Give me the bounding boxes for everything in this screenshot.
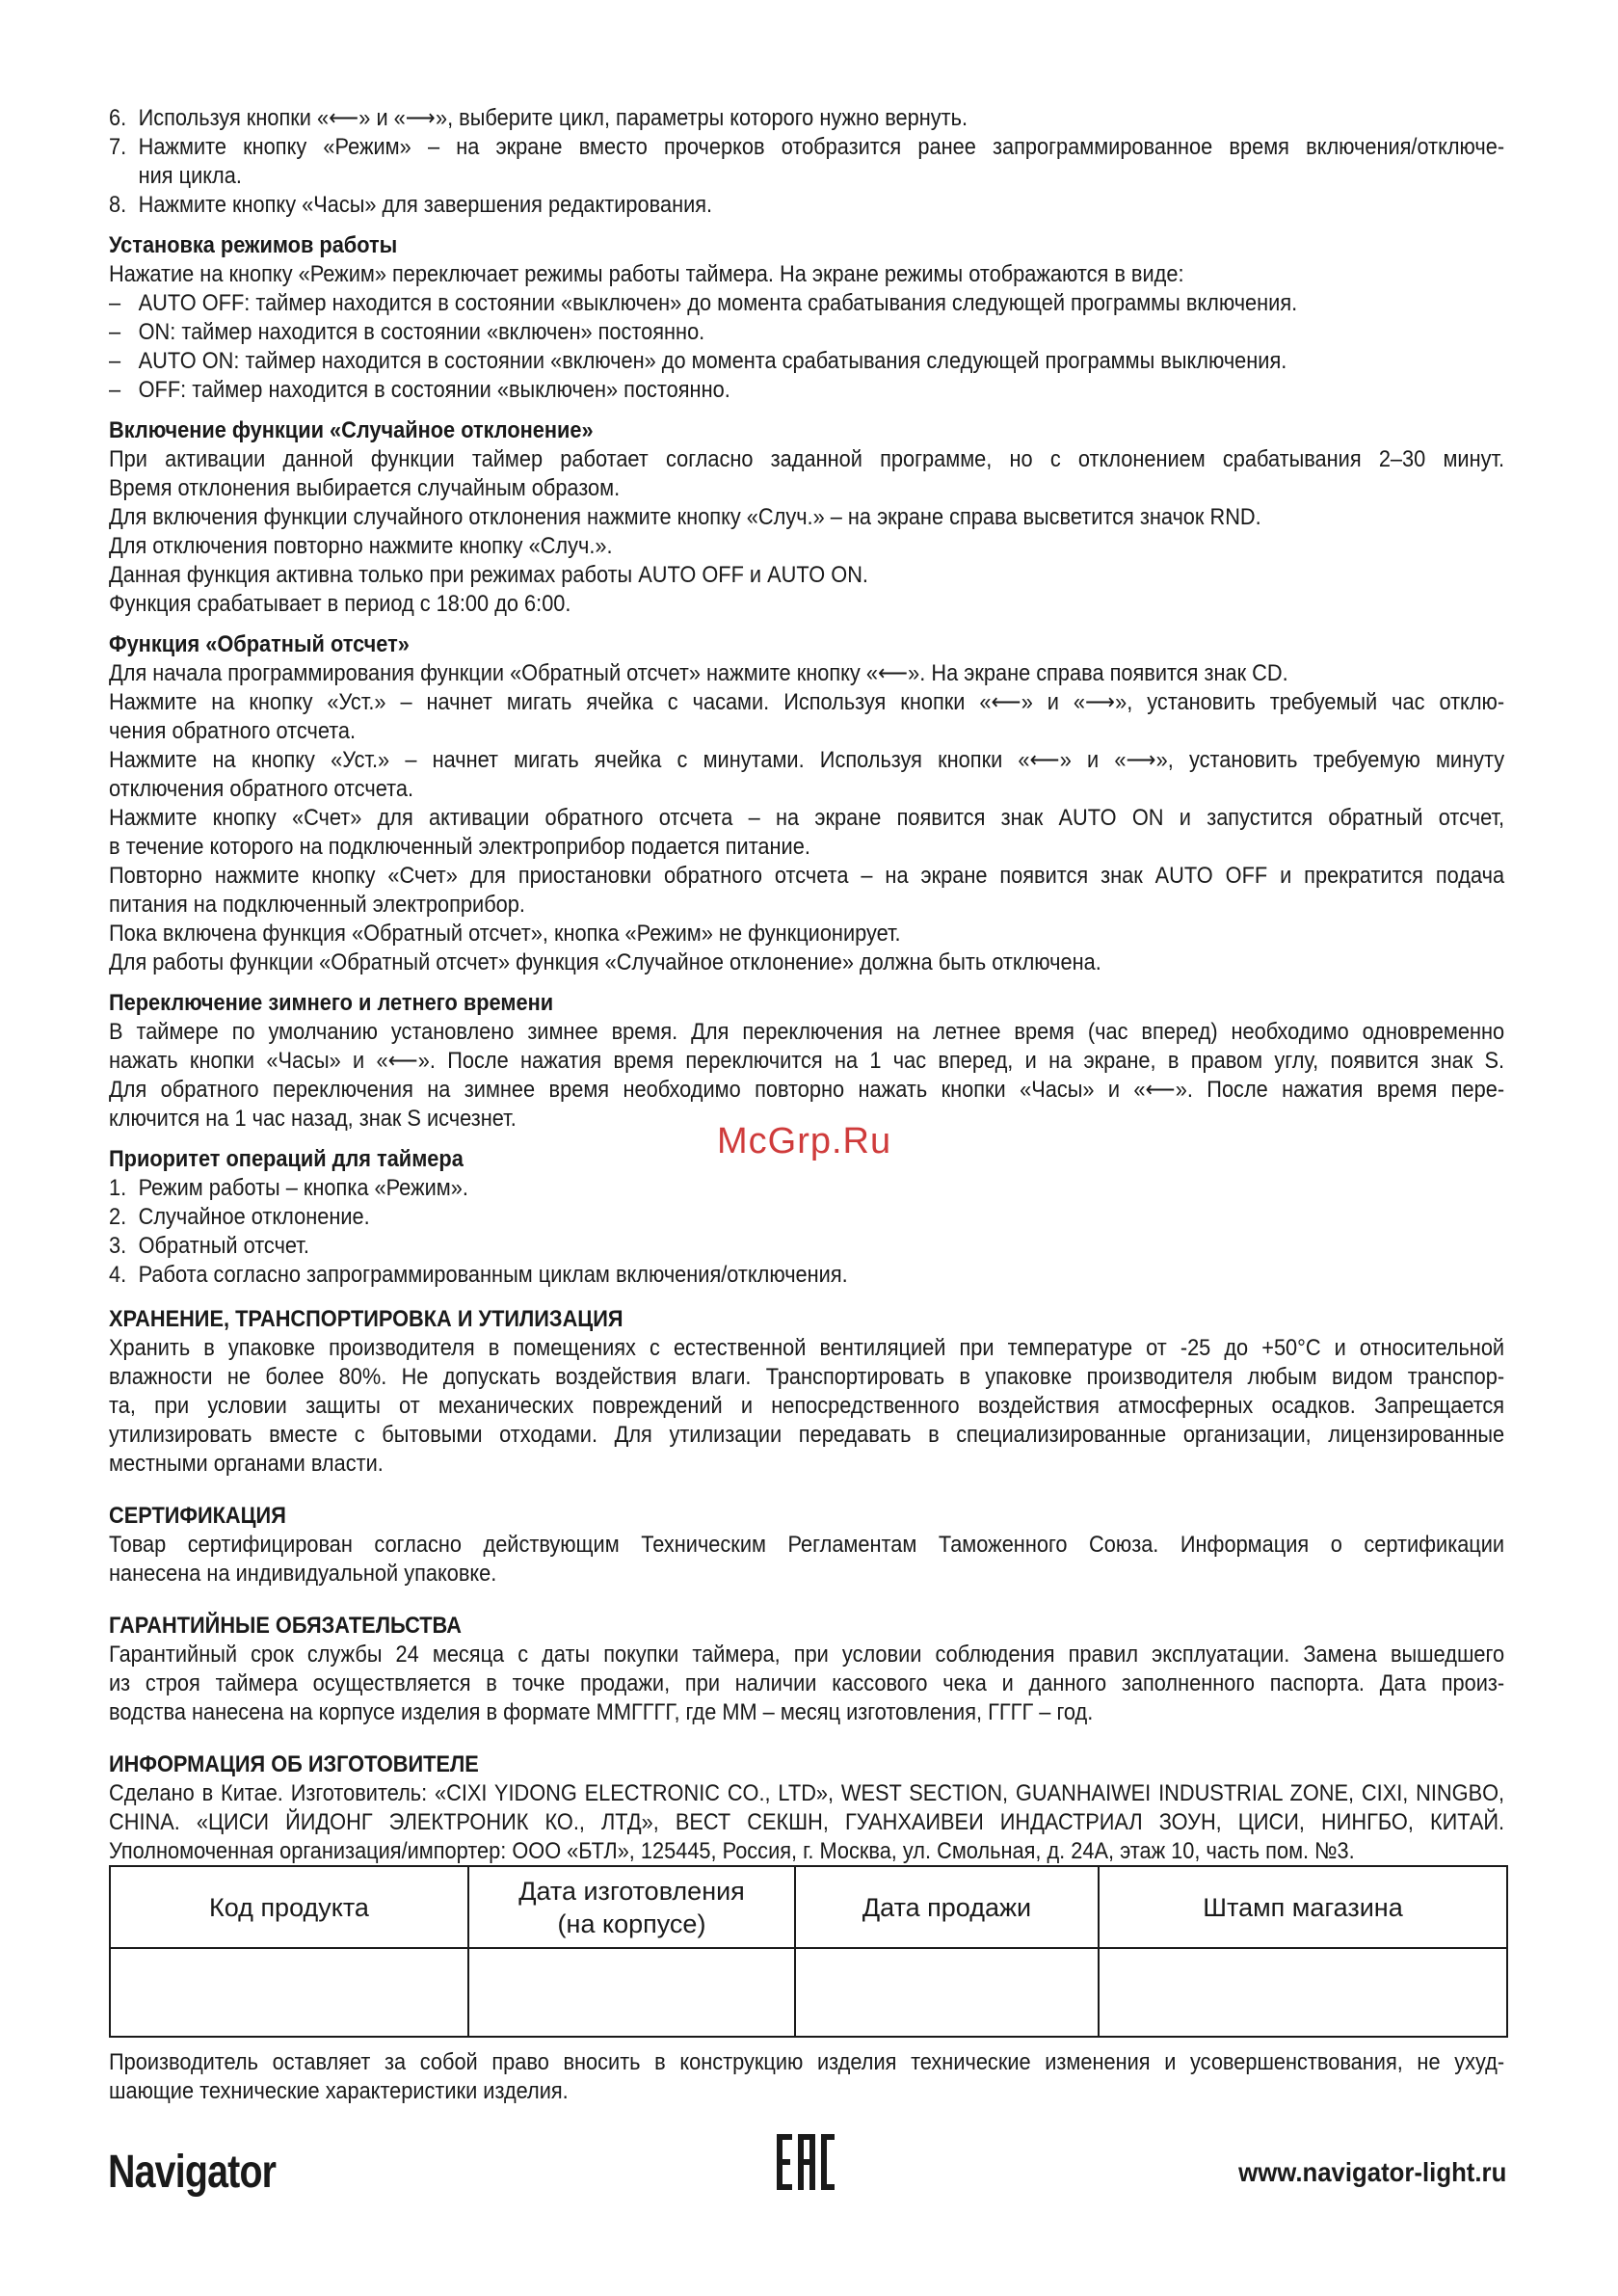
cell-manufacture-date	[468, 1948, 795, 2037]
paragraph-line: В таймере по умолчанию установлено зимнее время. Для переключения на летнее время (час вперед) необходимо одновременно	[109, 1019, 1505, 1045]
header-product-code: Код продукта	[110, 1866, 468, 1948]
paragraph-line: влажности не более 80%. Не допускать воздействия влаги. Транспортировать в упаковке производителя любым видом транспор-	[109, 1364, 1505, 1390]
paragraph-line: Для обратного переключения на зимнее время необходимо повторно нажать кнопки «Часы» и «⟵». После нажатия время пере-	[109, 1077, 1505, 1103]
paragraph-line: Повторно нажмите кнопку «Счет» для приостановки обратного отсчета – на экране появится знак AUTO OFF и прекратится подача	[109, 863, 1505, 889]
cell-product-code	[110, 1948, 468, 2037]
paragraph-line: водства нанесена на корпусе изделия в формате ММГГГГ, где ММ – месяц изготовления, ГГГГ – год.	[109, 1699, 1094, 1725]
paragraph-line: Производитель оставляет за собой право вносить в конструкцию изделия технические изменения и усовершенствования, не ухуд-	[109, 2049, 1505, 2075]
paragraph-line: Пока включена функция «Обратный отсчет», кнопка «Режим» не функционирует.	[109, 921, 901, 947]
dash-bullet: –	[109, 290, 121, 316]
header-sale-date: Дата продажи	[795, 1866, 1099, 1948]
cell-shop-stamp	[1099, 1948, 1507, 2037]
table-header-row	[110, 1866, 1507, 1948]
paragraph-line: Уполномоченная организация/импортер: ООО «БТЛ», 125445, Россия, г. Москва, ул. Смольная, д. 24А, этаж 10, часть пом. №3.	[109, 1838, 1355, 1864]
paragraph-line: утилизировать вместе с бытовыми отходами. Для утилизации передавать в специализированные организации, лицензированные	[109, 1422, 1505, 1448]
eac-mark-icon	[777, 2134, 835, 2190]
dash-bullet: –	[109, 348, 121, 374]
section-heading-priority: Приоритет операций для таймера	[109, 1146, 464, 1172]
mode-item: – AUTO ON: таймер находится в состоянии «включен» до момента срабатывания следующей программы выключения.	[109, 348, 1287, 374]
section-heading-storage: ХРАНЕНИЕ, ТРАНСПОРТИРОВКА И УТИЛИЗАЦИЯ	[109, 1306, 623, 1332]
paragraph-line: ключится на 1 час назад, знак S исчезнет.	[109, 1106, 517, 1132]
paragraph-line: Нажмите кнопку «Счет» для активации обратного отсчета – на экране появится знак AUTO ON и запустится обратный отсчет,	[109, 805, 1505, 831]
paragraph-line: нажать кнопки «Часы» и «⟵». После нажатия время переключится на 1 час вперед, и на экране, в правом углу, появится знак S.	[109, 1048, 1505, 1074]
section-heading-dst: Переключение зимнего и летнего времени	[109, 990, 554, 1016]
paragraph-line: чения обратного отсчета.	[109, 718, 357, 744]
paragraph-line: Нажмите на кнопку «Уст.» – начнет мигать ячейка с часами. Используя кнопки «⟵» и «⟶», установить требуемый час отклю-	[109, 689, 1505, 715]
paragraph-line: шающие технические характеристики изделия.	[109, 2078, 569, 2104]
list-item: 4. Работа согласно запрограммированным циклам включения/отключения.	[109, 1262, 848, 1288]
list-item: 6. Используя кнопки «⟵» и «⟶», выберите цикл, параметры которого нужно вернуть.	[109, 105, 968, 131]
paragraph-line: Сделано в Китае. Изготовитель: «CIXI YIDONG ELECTRONIC CO., LTD», WEST SECTION, GUANHAIWEI INDUSTRIAL ZONE, CIXI, NINGBO,	[109, 1780, 1505, 1806]
passport-table	[109, 1865, 1508, 2038]
paragraph-line: Для работы функции «Обратный отсчет» функция «Случайное отклонение» должна быть отключена.	[109, 949, 1101, 975]
cell-sale-date	[795, 1948, 1099, 2037]
mode-item: – AUTO OFF: таймер находится в состоянии «выключен» до момента срабатывания следующей программы включения.	[109, 290, 1298, 316]
section-heading-modes: Установка режимов работы	[109, 232, 398, 258]
list-item-continuation: ния цикла.	[138, 163, 242, 189]
section-heading-countdown: Функция «Обратный отсчет»	[109, 631, 410, 657]
paragraph-line: Гарантийный срок службы 24 месяца с даты покупки таймера, при условии соблюдения правил эксплуатации. Замена вышедшего	[109, 1642, 1505, 1668]
paragraph-line: нанесена на индивидуальной упаковке.	[109, 1561, 497, 1587]
list-item: 8. Нажмите кнопку «Часы» для завершения редактирования.	[109, 192, 713, 218]
paragraph-line: Нажатие на кнопку «Режим» переключает режимы работы таймера. На экране режимы отображаются в виде:	[109, 261, 1184, 287]
document-body	[109, 104, 1504, 1866]
mode-item: – ON: таймер находится в состоянии «включен» постоянно.	[109, 319, 705, 345]
list-item: 1. Режим работы – кнопка «Режим».	[109, 1175, 468, 1201]
paragraph-line: местными органами власти.	[109, 1451, 384, 1477]
paragraph-line: CHINA. «ЦИСИ ЙИДОНГ ЭЛЕКТРОНИК КО., ЛТД», ВЕСТ СЕКШН, ГУАНХАИВЕИ ИНДАСТРИАЛ ЗОУН, ЦИСИ, НИНГБО, КИТАЙ.	[109, 1809, 1505, 1835]
paragraph-line: питания на подключенный электроприбор.	[109, 892, 525, 918]
paragraph-line: При активации данной функции таймер работает согласно заданной программе, но с отклонением срабатывания 2–30 минут.	[109, 446, 1505, 472]
paragraph-line: Для отключения повторно нажмите кнопку «Случ.».	[109, 533, 613, 559]
section-heading-certification: СЕРТИФИКАЦИЯ	[109, 1503, 286, 1529]
header-shop-stamp: Штамп магазина	[1099, 1866, 1507, 1948]
paragraph-line: Время отклонения выбирается случайным образом.	[109, 475, 621, 501]
paragraph-line: отключения обратного отсчета.	[109, 776, 414, 802]
paragraph-line: Данная функция активна только при режимах работы AUTO OFF и AUTO ON.	[109, 562, 868, 588]
paragraph-line: Товар сертифицирован согласно действующим Техническим Регламентам Таможенного Союза. Информация о сертификации	[109, 1532, 1505, 1558]
paragraph-line: Функция срабатывает в период с 18:00 до 6:00.	[109, 591, 571, 617]
dash-bullet: –	[109, 377, 121, 403]
section-heading-random: Включение функции «Случайное отклонение»	[109, 417, 594, 443]
watermark: McGrp.Ru	[717, 1121, 892, 1161]
navigator-logo: Navigator	[108, 2147, 277, 2198]
paragraph-line: Для включения функции случайного отклонения нажмите кнопку «Случ.» – на экране справа высветится значок RND.	[109, 504, 1261, 530]
paragraph-line: в течение которого на подключенный электроприбор подается питание.	[109, 834, 810, 860]
dash-bullet: –	[109, 319, 121, 345]
header-manufacture-date: Дата изготовления (на корпусе)	[468, 1866, 795, 1948]
section-heading-manufacturer: ИНФОРМАЦИЯ ОБ ИЗГОТОВИТЕЛЕ	[109, 1751, 479, 1777]
paragraph-line: из строя таймера осуществляется в точке продажи, при наличии кассового чека и данного заполненного паспорта. Дата произ-	[109, 1670, 1505, 1696]
mode-item: – OFF: таймер находится в состоянии «выключен» постоянно.	[109, 377, 730, 403]
list-item: 3. Обратный отсчет.	[109, 1233, 309, 1259]
footnote	[109, 2048, 1504, 2106]
paragraph-line: Хранить в упаковке производителя в помещениях с естественной вентиляцией при температуре от -25 до +50°C и относительной	[109, 1335, 1505, 1361]
paragraph-line: Нажмите на кнопку «Уст.» – начнет мигать ячейка с минутами. Используя кнопки «⟵» и «⟶», установить требуемую минуту	[109, 747, 1505, 773]
website-link[interactable]: www.navigator-light.ru	[1237, 2157, 1506, 2187]
section-heading-warranty: ГАРАНТИЙНЫЕ ОБЯЗАТЕЛЬСТВА	[109, 1613, 462, 1639]
paragraph-line: та, при условии защиты от механических повреждений и непосредственного воздействия атмосферных осадков. Запрещается	[109, 1393, 1505, 1419]
list-item: 2. Случайное отклонение.	[109, 1204, 370, 1230]
list-item: 7. Нажмите кнопку «Режим» – на экране вместо прочерков отобразится ранее запрограммированное время включения/отключе-	[109, 134, 1505, 160]
paragraph-line: Для начала программирования функции «Обратный отсчет» нажмите кнопку «⟵». На экране справа появится знак CD.	[109, 660, 1288, 686]
table-row	[110, 1948, 1507, 2037]
